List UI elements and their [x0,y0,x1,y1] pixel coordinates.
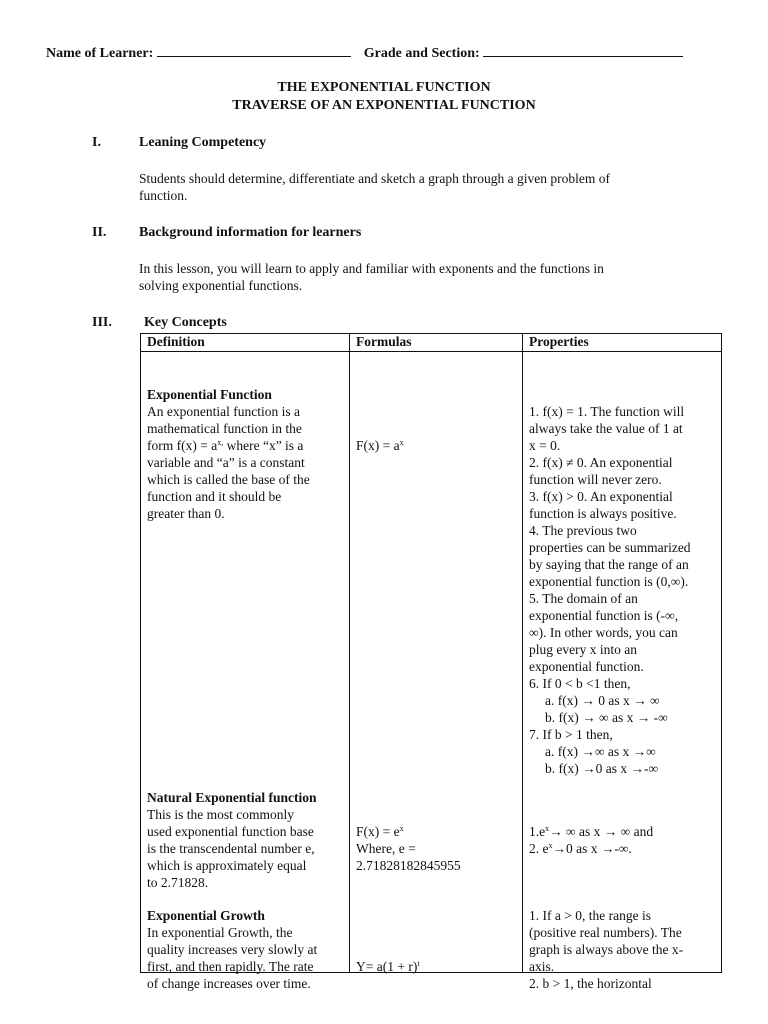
property-line: exponential function. [529,659,644,674]
property-line: 1. f(x) = 1. The function will [529,404,685,419]
property-line: 6. If 0 < b <1 then, [529,676,631,691]
definition-line: mathematical function in the [147,421,302,436]
document-subtitle: TRAVERSE OF AN EXPONENTIAL FUNCTION [232,98,536,113]
property-sub-item: a. f(x) → 0 as x → ∞ [545,693,660,708]
property-line: exponential function is (0,∞). [529,574,689,589]
property-line: 5. The domain of an [529,591,638,606]
definition-line: function and it should be [147,489,282,504]
header-properties: Properties [523,334,722,352]
property-sub-item: a. f(x) →∞ as x →∞ [545,744,656,759]
property-line: always take the value of 1 at [529,421,683,436]
natural-exp-formula: $F(x) = e^x$ [356,824,404,839]
definition-cell [141,352,350,991]
section-3-number: III. [92,315,112,330]
exp-growth-title: Exponential Growth [147,908,265,923]
section-1-number: I. [92,135,101,150]
formulas-cell [350,352,523,973]
header-formulas: Formulas [350,334,523,352]
property-line: ∞). In other words, you can [529,625,678,640]
exp-formula: $F(x) = a^x$ [356,438,404,453]
property-line: function is always positive. [529,506,677,521]
property-line: 2. f(x) ≠ 0. An exponential [529,455,673,470]
name-blank[interactable] [157,44,351,57]
section-2-title: Background information for learners [139,225,362,240]
definition-line: quality increases very slowly at [147,942,318,957]
property-line: properties can be summarized [529,540,691,555]
definition-line: is the transcendental number e, [147,841,315,856]
definition-line: first, and then rapidly. The rate [147,959,314,974]
properties-cell [523,352,722,991]
section-1-body-line2: function. [139,188,188,203]
section-1-body-line1: Students should determine, differentiate and sketch a graph through a given problem of [139,171,610,186]
growth-property-line: graph is always above the x- [529,942,684,957]
growth-property-line: 1. If a > 0, the range is [529,908,651,923]
header-definition: Definition [141,334,350,352]
natural-property-line: 2. $e^x\to 0$ as x →-∞. [529,841,632,856]
exp-function-title: Exponential Function [147,387,272,402]
natural-property-line: $1.e^x\to$ ∞ as x → ∞ and [529,824,654,839]
section-2-number: II. [92,225,107,240]
definition-line: which is approximately equal [147,858,307,873]
formula-e-value: 2.71828182845955 [356,858,461,873]
table-row [141,352,722,973]
property-line: x = 0. [529,438,561,453]
property-line: 7. If b > 1 then, [529,727,613,742]
learner-header [46,44,746,63]
property-sub-item: b. f(x) →0 as x →-∞ [545,761,659,776]
table-header-row [141,334,722,352]
definition-line: In exponential Growth, the [147,925,293,940]
definition-line: variable and “a” is a constant [147,455,305,470]
definition-line: form $f(x) = a^{x,}$ where “x” is a [147,438,304,453]
formula-where: Where, e = [356,841,416,856]
growth-property-line: 2. b > 1, the horizontal [529,976,652,991]
section-2-body-line1: In this lesson, you will learn to apply and familiar with exponents and the functions in [139,261,604,276]
definition-line: This is the most commonly [147,807,294,822]
property-line: function will never zero. [529,472,662,487]
document-title: THE EXPONENTIAL FUNCTION [277,80,491,95]
definition-line: to 2.71828. [147,875,209,890]
grade-label: Grade and Section: [363,46,480,61]
property-line: 3. f(x) > 0. An exponential [529,489,673,504]
property-line: 4. The previous two [529,523,637,538]
section-2-body-line2: solving exponential functions. [139,278,303,293]
definition-line: An exponential function is a [147,404,300,419]
definition-line: greater than 0. [147,506,225,521]
property-sub-item: b. f(x) → ∞ as x → -∞ [545,710,668,725]
property-line: exponential function is (-∞, [529,608,679,623]
property-line: plug every x into an [529,642,637,657]
growth-property-line: axis. [529,959,555,974]
definition-line: which is called the base of the [147,472,310,487]
section-3-title: Key Concepts [144,315,227,330]
natural-exp-title: Natural Exponential function [147,790,317,805]
definition-line: of change increases over time. [147,976,311,991]
section-1-title: Leaning Competency [139,135,267,150]
growth-property-line: (positive real numbers). The [529,925,682,940]
grade-blank[interactable] [483,44,683,57]
definition-line: used exponential function base [147,824,314,839]
growth-formula: $Y= a(1 + r)^t$ [356,959,420,974]
key-concepts-table [140,333,722,991]
name-label: Name of Learner: [46,46,154,61]
property-line: by saying that the range of an [529,557,689,572]
